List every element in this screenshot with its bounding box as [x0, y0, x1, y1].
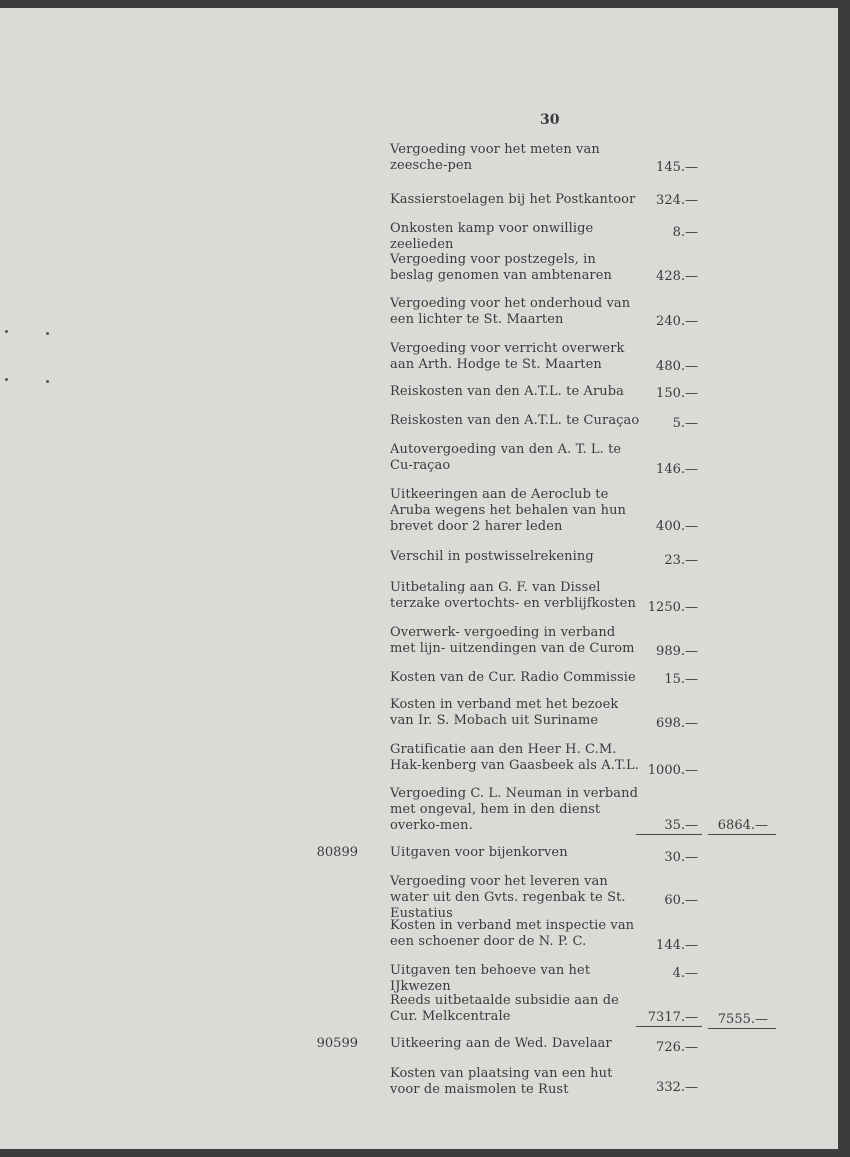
paper-speck: [46, 380, 49, 383]
document-page: [0, 8, 838, 1149]
entry-amount: 8.—: [672, 225, 698, 240]
entry-text: Kosten in verband met inspectie van een schoener door de N. P. C.: [390, 918, 635, 949]
entry-text: Vergoeding voor het leveren van water uit den Gvts. regenbak te St. Eustatius: [390, 874, 626, 921]
account-number: 90599: [316, 1036, 358, 1051]
entry-amount: 332.—: [656, 1080, 698, 1095]
paper-speck: [5, 330, 8, 333]
entry-amount: 60.—: [664, 893, 698, 908]
paper-speck: [5, 378, 8, 381]
entry-text: Kassierstoelagen bij het Postkantoor: [390, 192, 636, 207]
entry-text: Overwerk- vergoeding in verband met lijn- uitzendingen van de Curom: [390, 625, 635, 656]
amount-underline: [636, 834, 702, 835]
entry-amount: 400.—: [656, 519, 698, 534]
entry-text: Vergoeding C. L. Neuman in verband met ongeval, hem in den dienst overko-men.: [390, 786, 639, 833]
entry-text: Reiskosten van den A.T.L. te Aruba: [390, 384, 625, 399]
subtotal: 6864.—: [717, 818, 768, 833]
entry-amount: 23.—: [664, 553, 698, 568]
entry-amount: 1000.—: [647, 763, 698, 778]
entry-amount: 698.—: [656, 716, 698, 731]
entry-text: Reiskosten van den A.T.L. te Curaçao: [390, 413, 640, 428]
total-underline: [708, 834, 776, 835]
entry-text: Kosten van de Cur. Radio Commissie: [390, 670, 636, 685]
entry-text: Kosten in verband met het bezoek van Ir. S. Mobach uit Suriname: [390, 697, 619, 728]
entry-amount: 240.—: [656, 314, 698, 329]
amount-underline: [636, 1026, 702, 1027]
entry-text: Autovergoeding van den A. T. L. te Cu-raçao: [390, 442, 622, 473]
entry-amount: 144.—: [656, 938, 698, 953]
entry-text: Uitgaven voor bijenkorven: [390, 845, 568, 860]
entry-amount: 428.—: [656, 269, 698, 284]
entry-amount: 480.—: [656, 359, 698, 374]
entry-text: Verschil in postwisselrekening: [390, 549, 594, 564]
entry-text: Gratificatie aan den Heer H. C.M. Hak-kenberg van Gaasbeek als A.T.L.: [390, 742, 640, 773]
entry-amount: 150.—: [656, 386, 698, 401]
entry-text: Vergoeding voor het onderhoud van een lichter te St. Maarten: [390, 296, 631, 327]
entry-amount: 726.—: [656, 1040, 698, 1055]
entry-text: Uitbetaling aan G. F. van Dissel terzake overtochts- en verblijfkosten: [390, 580, 636, 611]
entry-text: Uitkeeringen aan de Aeroclub te Aruba wegens het behalen van hun brevet door 2 harer leden: [390, 487, 627, 534]
entry-amount: 5.—: [672, 416, 698, 431]
entry-amount: 1250.—: [647, 600, 698, 615]
entry-amount: 146.—: [656, 462, 698, 477]
entry-text: Reeds uitbetaalde subsidie aan de Cur. Melkcentrale: [390, 993, 619, 1024]
entry-text: Uitkeering aan de Wed. Davelaar: [390, 1036, 612, 1051]
entry-amount: 4.—: [672, 966, 698, 981]
entry-text: Uitgaven ten behoeve van het IJkwezen: [390, 963, 591, 994]
entry-text: Vergoeding voor verricht overwerk aan Arth. Hodge te St. Maarten: [390, 341, 625, 372]
entry-text: Vergoeding voor postzegels, in beslag genomen van ambtenaren: [390, 252, 613, 283]
entry-amount: 15.—: [664, 672, 698, 687]
entry-amount: 324.—: [656, 193, 698, 208]
entry-amount: 145.—: [656, 160, 698, 175]
entry-text: Kosten van plaatsing van een hut voor de maismolen te Rust: [390, 1066, 613, 1097]
entry-amount: 7317.—: [647, 1010, 698, 1025]
entry-amount: 35.—: [664, 818, 698, 833]
paper-speck: [46, 332, 49, 335]
entry-text: Onkosten kamp voor onwillige zeelieden: [390, 221, 594, 252]
entry-amount: 30.—: [664, 850, 698, 865]
entry-amount: 989.—: [656, 644, 698, 659]
page-number: 30: [540, 112, 560, 128]
account-number: 80899: [316, 845, 358, 860]
total-underline: [708, 1028, 776, 1029]
subtotal: 7555.—: [717, 1012, 768, 1027]
entry-text: Vergoeding voor het meten van zeesche-pen: [390, 142, 600, 173]
